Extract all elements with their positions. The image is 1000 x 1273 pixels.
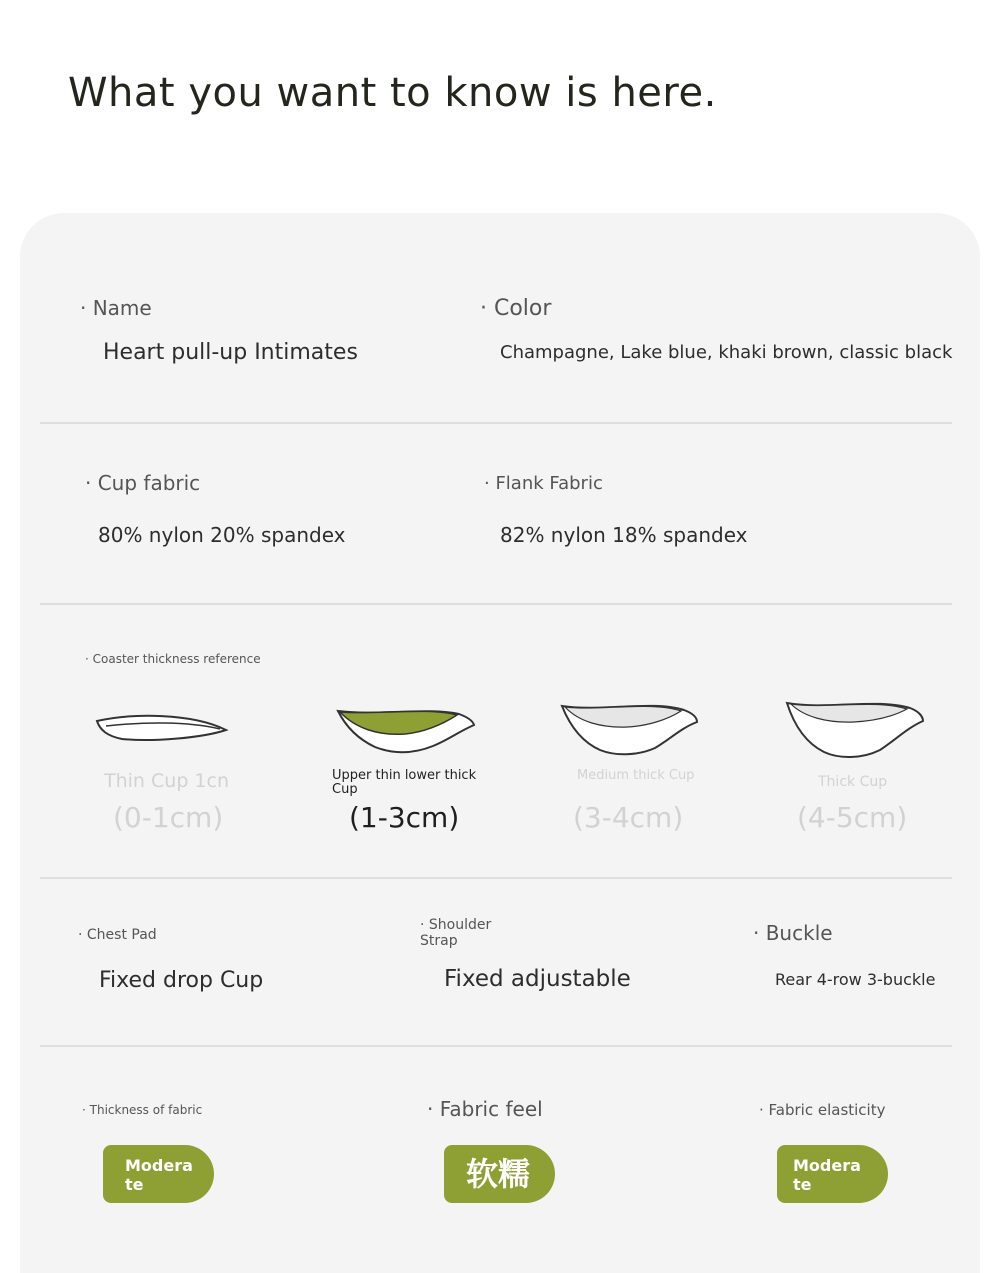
cup-range-upper-thin: (1-3cm) <box>349 801 460 834</box>
thin-cup-icon <box>92 710 232 750</box>
cup-fabric-label: · Cup fabric <box>85 471 201 495</box>
fabric-feel-badge <box>444 1145 555 1203</box>
fabric-elasticity-label: · Fabric elasticity <box>759 1101 886 1119</box>
page-headline: What you want to know is here. <box>68 70 717 116</box>
fabric-elasticity-badge <box>777 1145 888 1203</box>
fabric-feel-badge-text: 软糯 <box>466 1155 531 1193</box>
buckle-value: Rear 4-row 3-buckle <box>775 970 936 989</box>
name-label: · Name <box>80 296 152 320</box>
shoulder-strap-value: Fixed adjustable <box>444 966 631 992</box>
flank-fabric-value: 82% nylon 18% spandex <box>500 523 748 547</box>
divider <box>40 603 952 605</box>
color-label: · Color <box>480 296 552 321</box>
cup-fabric-value: 80% nylon 20% spandex <box>98 523 346 547</box>
thickness-reference-label: · Coaster thickness reference <box>85 652 261 666</box>
fabric-thickness-badge <box>103 1145 214 1203</box>
cup-range-thick: (4-5cm) <box>797 801 908 834</box>
chest-pad-label: · Chest Pad <box>78 927 157 943</box>
divider <box>40 877 952 879</box>
cup-name-medium-thick: Medium thick Cup <box>577 768 695 783</box>
cup-name-upper-thin: Upper thin lower thick Cup <box>332 768 477 797</box>
shoulder-strap-label: · Shoulder Strap <box>420 917 492 949</box>
fabric-thickness-label: · Thickness of fabric <box>82 1103 203 1117</box>
cup-name-thin: Thin Cup 1cn <box>104 770 229 792</box>
fabric-elasticity-badge-text: Moderate <box>793 1156 861 1194</box>
fabric-feel-label: · Fabric feel <box>427 1097 543 1121</box>
color-value: Champagne, Lake blue, khaki brown, classic black <box>500 342 953 363</box>
divider <box>40 1045 952 1047</box>
buckle-label: · Buckle <box>753 921 833 945</box>
fabric-thickness-badge-text: Moderate <box>125 1156 193 1194</box>
divider <box>40 422 952 424</box>
medium-thick-cup-icon <box>557 698 702 760</box>
cup-name-thick: Thick Cup <box>818 774 888 790</box>
name-value: Heart pull-up Intimates <box>103 340 358 365</box>
upper-thin-lower-thick-cup-icon <box>333 702 478 756</box>
flank-fabric-label: · Flank Fabric <box>484 473 603 494</box>
cup-range-thin: (0-1cm) <box>113 801 224 834</box>
cup-range-medium-thick: (3-4cm) <box>573 801 684 834</box>
thick-cup-icon <box>782 697 927 763</box>
chest-pad-value: Fixed drop Cup <box>99 968 264 993</box>
